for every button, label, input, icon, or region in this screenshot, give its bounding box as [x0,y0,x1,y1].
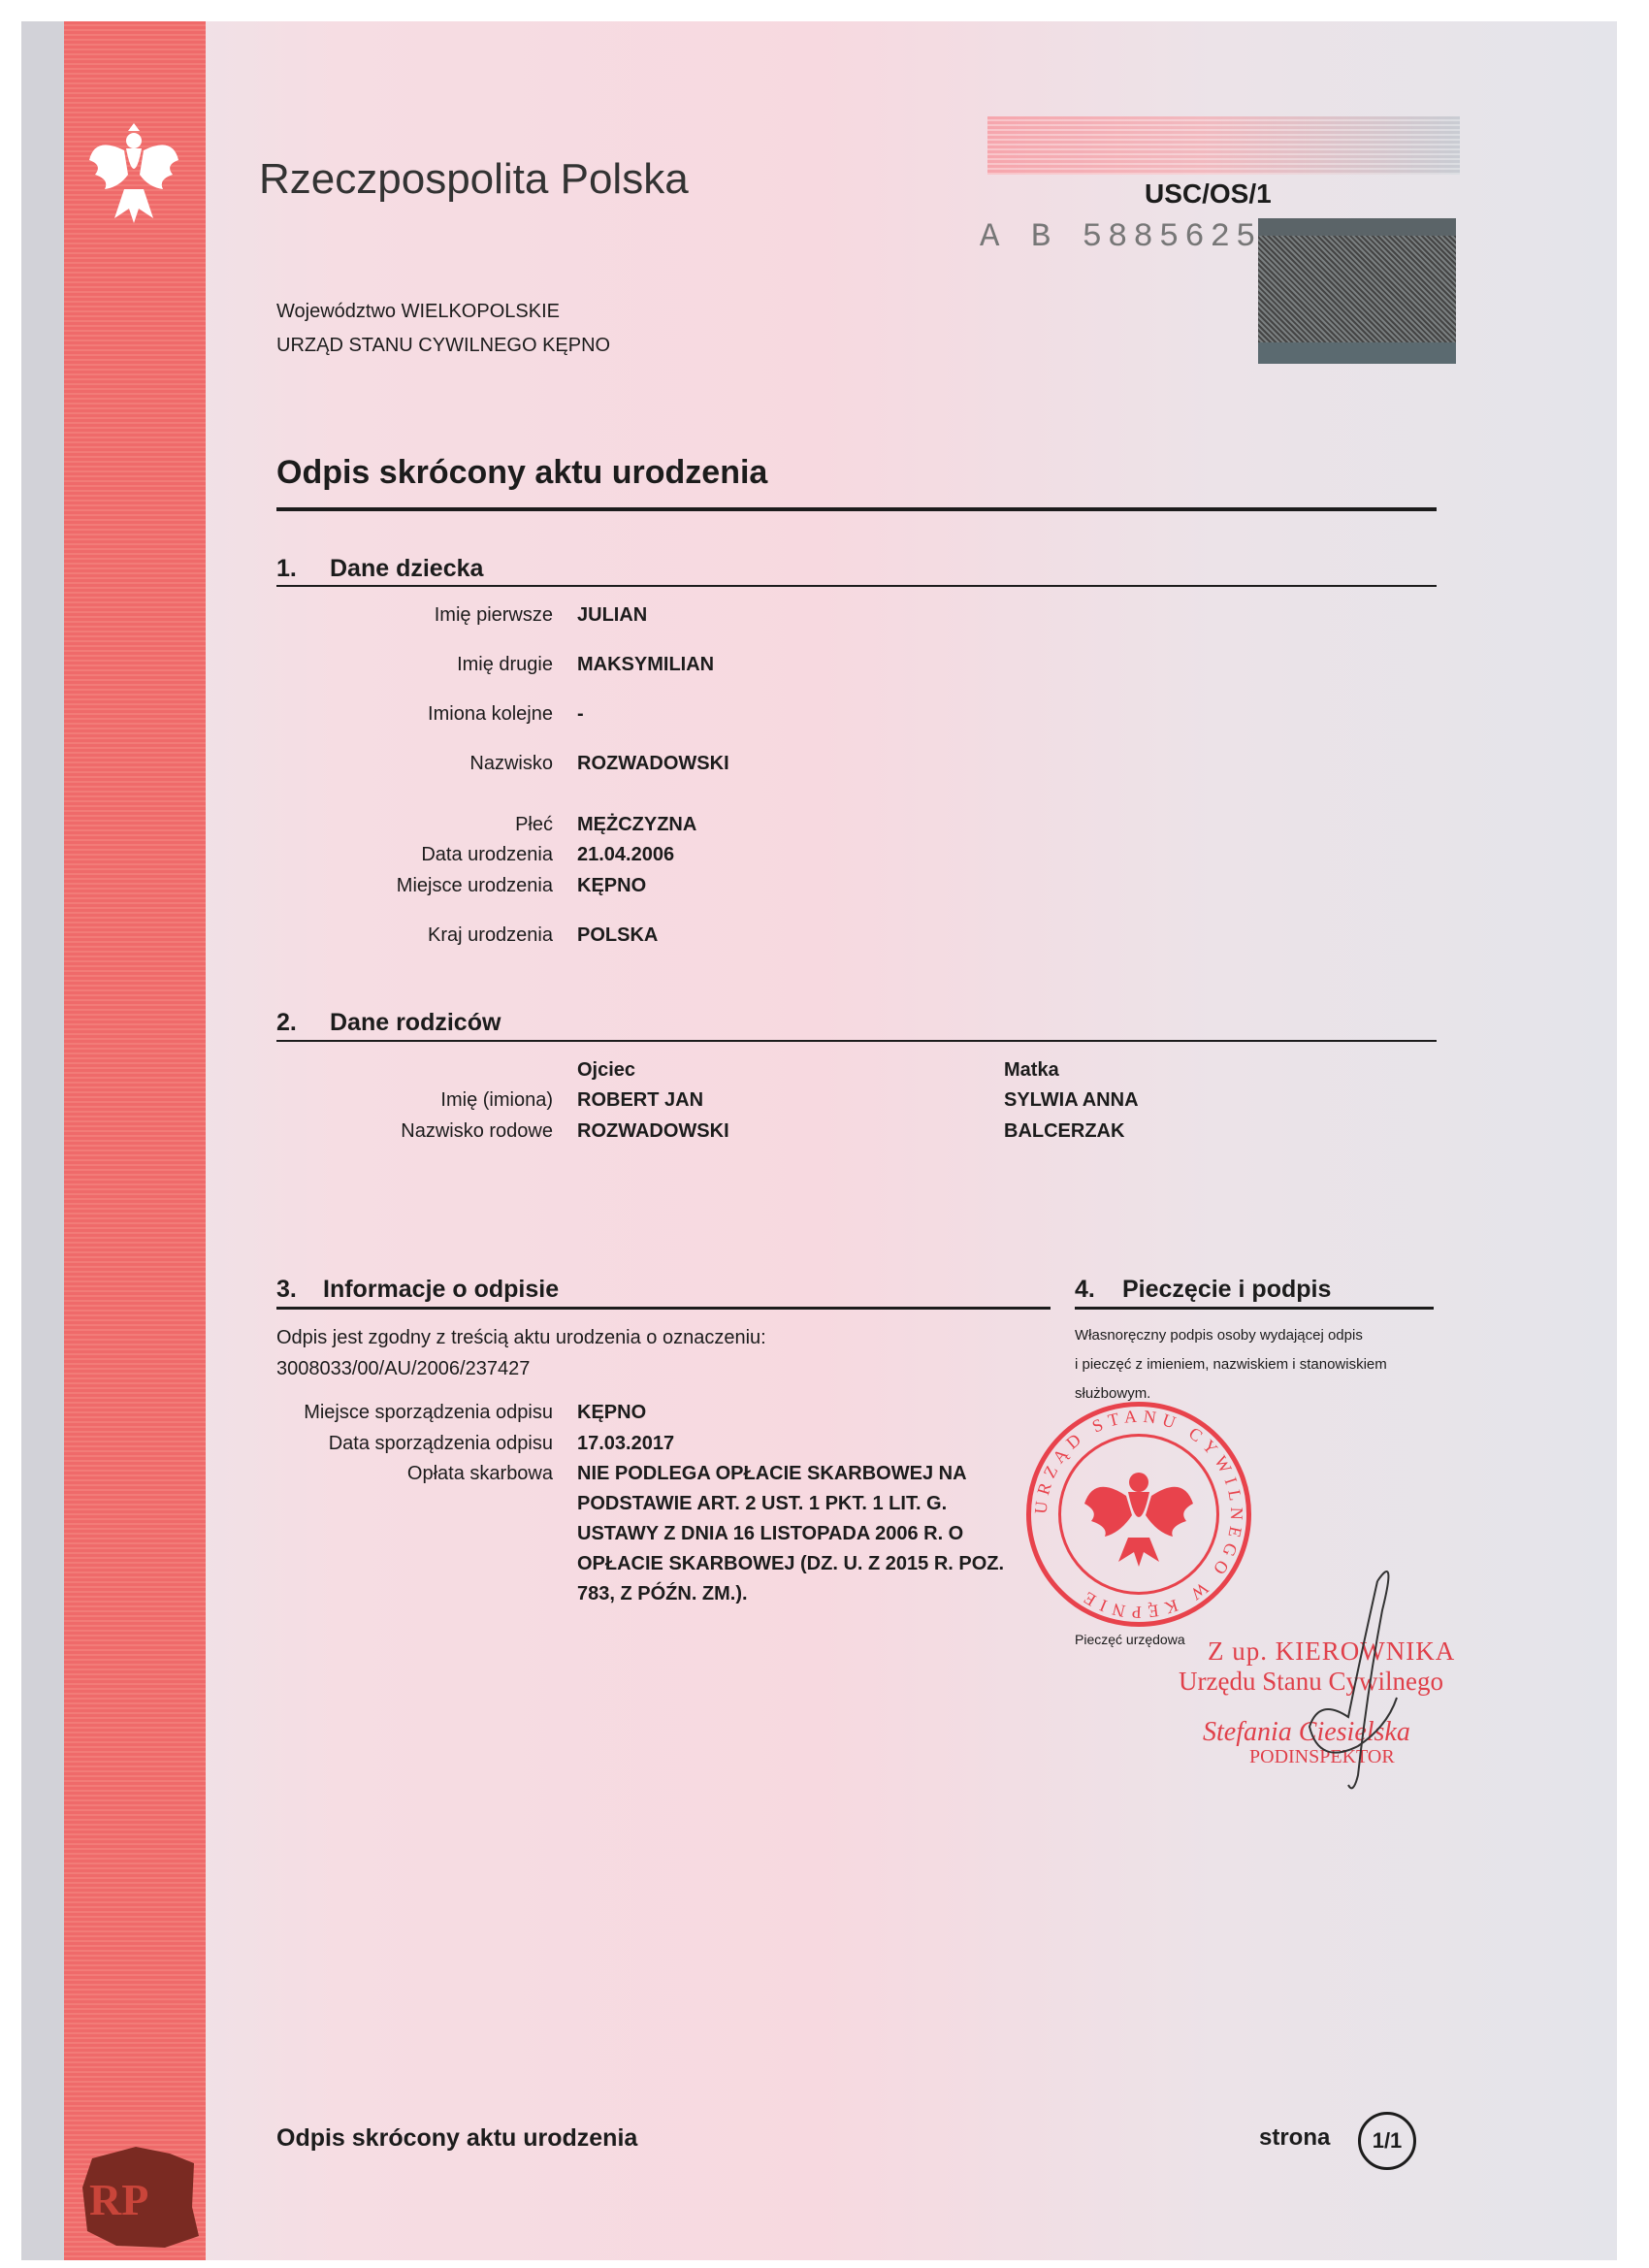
father-header: Ojciec [577,1059,636,1081]
footer-title: Odpis skrócony aktu urodzenia [276,2124,638,2152]
section2-number: 2. [276,1009,297,1036]
section2-title: Dane rodziców [330,1009,501,1036]
eagle-emblem-icon [85,121,182,228]
seal-text-ring [1031,1407,1246,1622]
section4-number: 4. [1075,1276,1095,1303]
country-title: Rzeczpospolita Polska [259,155,689,203]
field-label: Imię pierwsze [434,604,553,626]
fee-line: 783, Z PÓŹN. ZM.). [577,1583,748,1604]
mother-value: SYLWIA ANNA [1004,1089,1139,1111]
official-seal [1026,1402,1251,1627]
rp-logo [78,2139,204,2255]
field-value: 21.04.2006 [577,844,675,865]
section1-number: 1. [276,555,297,582]
handwritten-signature [1280,1552,1416,1804]
field-label: Opłata skarbowa [406,1463,553,1484]
official-title: PODINSPEKTOR [1249,1746,1395,1767]
official-name: Stefania Ciesielska [1203,1717,1410,1747]
field-value: - [577,703,584,725]
hologram-security-box [1258,218,1456,364]
field-label: Data urodzenia [421,844,553,865]
section4-rule [1075,1307,1434,1310]
mother-header: Matka [1004,1059,1059,1081]
field-value: KĘPNO [577,875,647,896]
signature-note: i pieczęć z imieniem, nazwiskiem i stanowiskiem [1075,1356,1387,1373]
field-value: ROZWADOWSKI [577,753,729,774]
field-label: Imię drugie [457,654,553,675]
seal-label: Pieczęć urzędowa [1075,1632,1185,1647]
fee-line: OPŁACIE SKARBOWEJ (DZ. U. Z 2015 R. POZ. [577,1553,1005,1574]
office-name: URZĄD STANU CYWILNEGO KĘPNO [276,335,611,356]
section1-title: Dane dziecka [330,555,484,582]
field-label: Miejsce sporządzenia odpisu [304,1402,553,1423]
act-number: 3008033/00/AU/2006/237427 [276,1358,531,1379]
svg-text:RP: RP [89,2175,149,2224]
parent-label: Imię (imiona) [440,1089,553,1111]
section4-title: Pieczęcie i podpis [1122,1276,1332,1303]
parent-label: Nazwisko rodowe [401,1120,553,1142]
stamp-line: Z up. KIEROWNIKA [1208,1636,1456,1666]
field-label: Imiona kolejne [428,703,553,725]
mother-value: BALCERZAK [1004,1120,1125,1142]
section1-rule [276,585,1437,587]
field-value: MĘŻCZYZNA [577,814,697,835]
signature-note: służbowym. [1075,1385,1151,1402]
field-value: MAKSYMILIAN [577,654,715,675]
section3-title: Informacje o odpisie [323,1276,560,1303]
page-label: strona [1259,2124,1331,2151]
voivodeship: Województwo WIELKOPOLSKIE [276,301,560,322]
document-title: Odpis skrócony aktu urodzenia [276,454,768,491]
section3-rule [276,1307,1051,1310]
form-code: USC/OS/1 [1145,178,1272,209]
red-side-strip [64,21,206,2260]
field-value: POLSKA [577,924,659,946]
poland-map-icon [78,2139,204,2255]
field-value: 17.03.2017 [577,1433,675,1454]
security-strip [987,116,1460,175]
field-label: Miejsce urodzenia [396,875,553,896]
field-value: JULIAN [577,604,648,626]
serial-number: A B 5885625 [980,219,1262,256]
fee-line: USTAWY Z DNIA 16 LISTOPADA 2006 R. O [577,1523,964,1544]
signature-note: Własnoręczny podpis osoby wydającej odpis [1075,1327,1363,1344]
field-value: KĘPNO [577,1402,647,1423]
stamp-line: Urzędu Stanu Cywilnego [1179,1667,1443,1696]
father-value: ROBERT JAN [577,1089,704,1111]
field-label: Data sporządzenia odpisu [328,1433,553,1454]
father-value: ROZWADOWSKI [577,1120,729,1142]
field-label: Nazwisko [469,753,553,774]
field-label: Kraj urodzenia [428,924,553,946]
fee-line: PODSTAWIE ART. 2 UST. 1 PKT. 1 LIT. G. [577,1493,948,1514]
section2-rule [276,1040,1437,1042]
field-label: Płeć [515,814,553,835]
fee-line: NIE PODLEGA OPŁACIE SKARBOWEJ NA [577,1463,967,1484]
section3-number: 3. [276,1276,297,1303]
seal-text: URZĄD STANU CYWILNEGO W KĘPNIE [1031,1407,1246,1622]
grey-side-strip [21,21,64,2260]
act-intro: Odpis jest zgodny z treścią aktu urodzenia o oznaczeniu: [276,1327,766,1348]
title-rule [276,507,1437,511]
page-indicator: 1/1 [1358,2112,1416,2170]
seal-eagle-icon [1084,1473,1193,1567]
